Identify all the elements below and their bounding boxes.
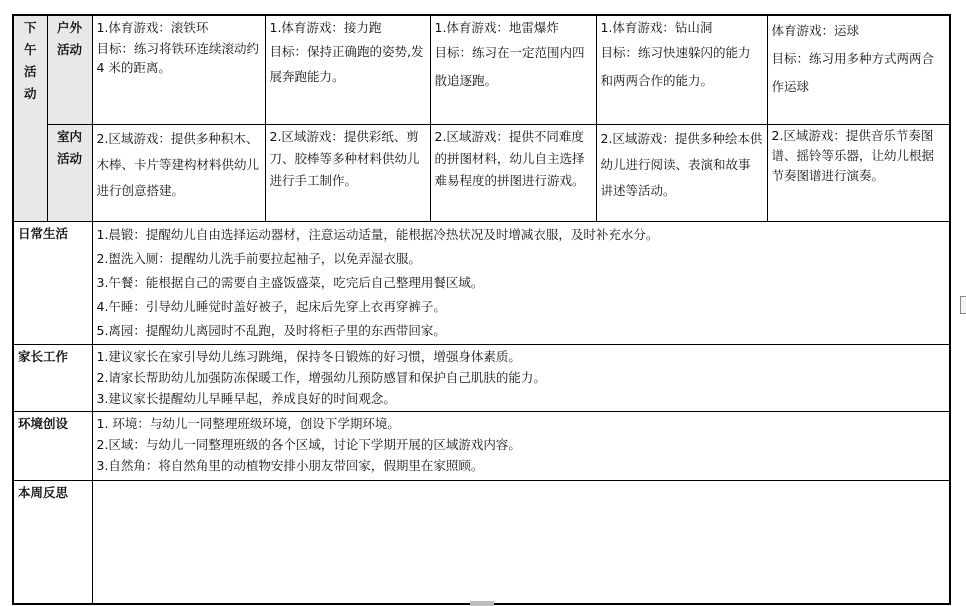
day-2-indoor-cell: 2.区域游戏：提供彩纸、剪刀、胶棒等多种材料供幼儿进行手工制作。 bbox=[265, 124, 430, 221]
outdoor-activity-label: 户外 活动 bbox=[47, 15, 92, 124]
reflection-label: 本周反思 bbox=[13, 480, 92, 604]
parent-work-row bbox=[13, 344, 950, 411]
scroll-marker[interactable] bbox=[960, 296, 966, 314]
daily-life-item: 5.离园：提醒幼儿离园时不乱跑，及时将柜子里的东西带回家。 bbox=[96, 322, 446, 338]
day-1-indoor-cell: 2.区域游戏：提供多种积木、木棒、卡片等建构材料供幼儿进行创意搭建。 bbox=[92, 124, 265, 221]
reflection-row bbox=[13, 480, 950, 604]
daily-life-item: 2.盥洗入厕：提醒幼儿洗手前要拉起袖子，以免弄湿衣服。 bbox=[96, 250, 421, 266]
day-2-outdoor-cell: 1.体育游戏：接力跑 目标：保持正确跑的姿势,发展奔跑能力。 bbox=[265, 15, 430, 124]
afternoon-outdoor-row bbox=[13, 15, 950, 124]
afternoon-indoor-row bbox=[13, 124, 950, 221]
environment-label: 环境创设 bbox=[13, 411, 92, 480]
daily-life-row bbox=[13, 221, 950, 344]
day-5-indoor-cell: 2.区域游戏：提供音乐节奏图谱、摇铃等乐器，让幼儿根据节奏图谱进行演奏。 bbox=[767, 124, 950, 221]
day-4-indoor-cell: 2.区域游戏：提供多种绘本供幼儿进行阅读、表演和故事讲述等活动。 bbox=[596, 124, 767, 221]
daily-life-item: 1.晨锻：提醒幼儿自由选择运动器材，注意运动适量，能根据冷热状况及时增减衣服，及时补充水分。 bbox=[96, 226, 659, 242]
environment-item: 2.区域：与幼儿一同整理班级的各个区域，讨论下学期开展的区域游戏内容。 bbox=[96, 436, 521, 452]
day-3-outdoor-cell: 1.体育游戏：地雷爆炸 目标：练习在一定范围内四散追逐跑。 bbox=[430, 15, 596, 124]
indoor-activity-label: 室内 活动 bbox=[47, 124, 92, 221]
weekly-plan-table bbox=[12, 14, 951, 605]
bottom-scroll-thumb[interactable] bbox=[470, 601, 494, 606]
day-3-indoor-cell: 2.区域游戏：提供不同难度的拼图材料，幼儿自主选择难易程度的拼图进行游戏。 bbox=[430, 124, 596, 221]
environment-row bbox=[13, 411, 950, 480]
daily-life-item: 4.午睡：引导幼儿睡觉时盖好被子，起床后先穿上衣再穿裤子。 bbox=[96, 298, 446, 314]
parent-work-label: 家长工作 bbox=[13, 344, 92, 411]
daily-life-content bbox=[92, 221, 950, 344]
environment-content bbox=[92, 411, 950, 480]
environment-item: 3.自然角：将自然角里的动植物安排小朋友带回家，假期里在家照顾。 bbox=[96, 457, 484, 473]
day-5-outdoor-cell: 体育游戏：运球 目标：练习用多种方式两两合作运球 bbox=[767, 15, 950, 124]
daily-life-item: 3.午餐：能根据自己的需要自主盛饭盛菜，吃完后自己整理用餐区域。 bbox=[96, 274, 484, 290]
environment-item: 1. 环境：与幼儿一同整理班级环境，创设下学期环境。 bbox=[96, 415, 400, 431]
reflection-content[interactable] bbox=[92, 480, 950, 604]
day-4-outdoor-cell: 1.体育游戏：钻山洞 目标：练习快速躲闪的能力和两两合作的能力。 bbox=[596, 15, 767, 124]
parent-work-item: 3.建议家长提醒幼儿早睡早起，养成良好的时间观念。 bbox=[96, 390, 396, 406]
parent-work-item: 1.建议家长在家引导幼儿练习跳绳，保持冬日锻炼的好习惯，增强身体素质。 bbox=[96, 348, 521, 364]
parent-work-item: 2.请家长帮助幼儿加强防冻保暖工作，增强幼儿预防感冒和保护自己肌肤的能力。 bbox=[96, 369, 546, 385]
afternoon-activities-label: 下 午 活 动 bbox=[13, 15, 47, 221]
daily-life-label: 日常生活 bbox=[13, 221, 92, 344]
day-1-outdoor-cell: 1.体育游戏：滚铁环 目标：练习将铁环连续滚动约 4 米的距离。 bbox=[92, 15, 265, 124]
parent-work-content bbox=[92, 344, 950, 411]
